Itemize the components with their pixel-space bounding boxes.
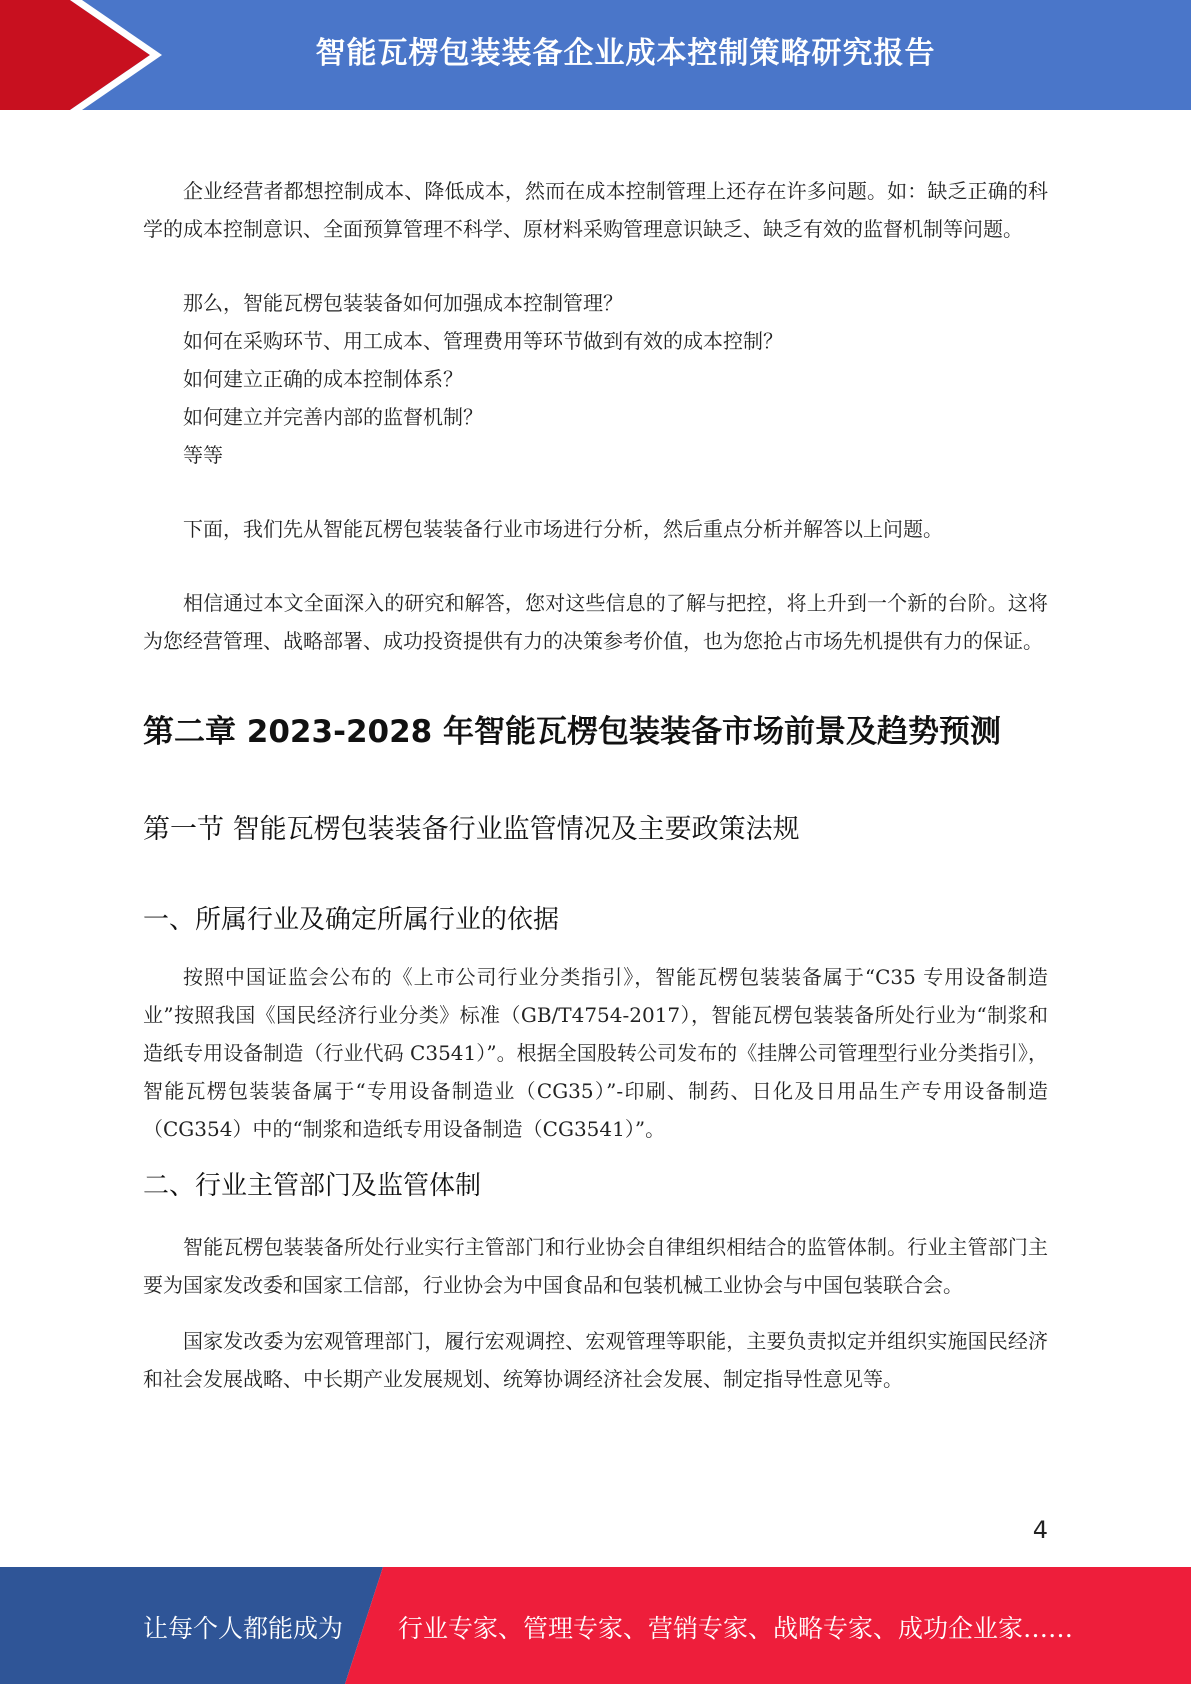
regulation-paragraph-1: 智能瓦楞包装装备所处行业实行主管部门和行业协会自律组织相结合的监管体制。行业主管部门主要为国家发改委和国家工信部，行业协会为中国食品和包装机械工业协会与中国包装联合会。 <box>143 1235 1048 1297</box>
question-4: 如何建立并完善内部的监督机制？ <box>183 405 483 429</box>
regulation-paragraph-2: 国家发改委为宏观管理部门，履行宏观调控、宏观管理等职能，主要负责拟定并组织实施国民经济和社会发展战略、中长期产业发展规划、统筹协调经济社会发展、制定指导性意见等。 <box>143 1329 1048 1391</box>
question-2: 如何在采购环节、用工成本、管理费用等环节做到有效的成本控制？ <box>183 329 783 353</box>
intro-paragraph-1: 企业经营者都想控制成本、降低成本，然而在成本控制管理上还存在许多问题。如：缺乏正确的科学的成本控制意识、全面预算管理不科学、原材料采购管理意识缺乏、缺乏有效的监督机制等问题。 <box>143 179 1048 241</box>
footer-slogan-left: 让每个人都能成为 <box>143 1614 344 1643</box>
intro-paragraph-2: 下面，我们先从智能瓦楞包装装备行业市场进行分析，然后重点分析并解答以上问题。 <box>183 517 943 541</box>
intro-paragraph-3: 相信通过本文全面深入的研究和解答，您对这些信息的了解与把控，将上升到一个新的台阶。这将为您经营管理、战略部署、成功投资提供有力的决策参考价值，也为您抢占市场先机提供有力的保证。 <box>143 591 1048 653</box>
subsection-heading-1: 一、所属行业及确定所属行业的依据 <box>143 905 560 935</box>
section-heading: 第一节 智能瓦楞包装装备行业监管情况及主要政策法规 <box>143 814 800 845</box>
industry-classification-paragraph: 按照中国证监会公布的《上市公司行业分类指引》，智能瓦楞包装装备属于“C35 专用设备制造业”按照我国《国民经济行业分类》标准（GB/T4754-2017），智能瓦楞包装装备所处行业为“制浆和造纸专用设备制造（行业代码 C3541）”。根据全国股转公司发布的《挂牌公司管理型行业分类指引》，智能瓦楞包装装备属于“专用设备制造业（CG35）”-印刷、制药、日化及日用品生产专用设备制造（CG354）中的“制浆和造纸专用设备制造（CG3541）”。 <box>143 965 1048 1141</box>
page-header <box>0 0 1191 110</box>
page-content <box>143 172 1048 1398</box>
chapter-heading: 第二章 2023-2028 年智能瓦楞包装装备市场前景及趋势预测 <box>143 714 1002 750</box>
footer-slogan-right: 行业专家、管理专家、营销专家、战略专家、成功企业家…… <box>398 1614 1074 1643</box>
question-1: 那么，智能瓦楞包装装备如何加强成本控制管理？ <box>183 291 623 315</box>
question-3: 如何建立正确的成本控制体系？ <box>183 367 463 391</box>
report-title: 智能瓦楞包装装备企业成本控制策略研究报告 <box>315 36 936 71</box>
subsection-heading-2: 二、行业主管部门及监管体制 <box>143 1171 482 1201</box>
page-footer <box>0 1567 1191 1684</box>
question-5: 等等 <box>183 443 223 467</box>
page-number: 4 <box>1032 1516 1048 1544</box>
